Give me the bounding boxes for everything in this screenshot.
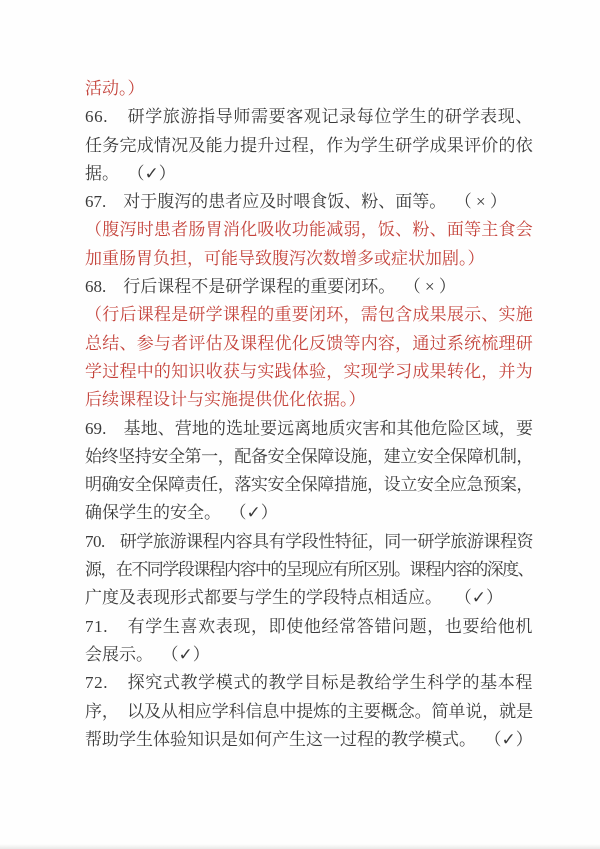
text-line: 广度及表现形式都要与学生的学段特点相适应。 （✓） <box>85 588 503 608</box>
text-line: 活动。） <box>85 79 145 98</box>
question-66 <box>85 103 533 188</box>
text-line: 始终坚持安全第一，配备安全保障设施，建立安全保障机制， <box>85 446 533 466</box>
text-line: 学过程中的知识收获与实践体验，实现学习成果转化，并为 <box>85 361 533 381</box>
explanation-68-red <box>85 301 533 414</box>
text-line: 任务完成情况及能力提升过程，作为学生研学成果评价的依 <box>85 135 533 155</box>
question-68 <box>85 273 533 301</box>
text-line: 会展示。 （✓） <box>85 644 210 664</box>
text-line: 总结、参与者评估及课程优化反馈等内容，通过系统梳理研 <box>85 333 533 353</box>
text-line: 71. 有学生喜欢表现，即使他经常答错问题，也要给他机 <box>85 616 533 636</box>
text-line: 帮助学生体验知识是如何产生这一过程的教学模式。 （✓） <box>85 729 533 749</box>
text-line: 加重肠胃负担，可能导致腹泻次数增多或症状加剧。） <box>85 248 485 268</box>
question-71 <box>85 613 533 670</box>
text-line: 66. 研学旅游指导师需要客观记录每位学生的研学表现、 <box>85 107 533 127</box>
text-line: 明确安全保障责任，落实安全保障措施，设立安全应急预案， <box>85 475 533 495</box>
text-line: 源，在不同学段课程内容中的呈现应有所区别。课程内容的深度、 <box>85 560 533 580</box>
text-line: 68. 行后课程不是研学课程的重要闭环。 （ × ） <box>85 277 456 297</box>
text-line: 69. 基地、营地的选址要远离地质灾害和其他危险区域，要 <box>85 418 533 438</box>
explanation-tail-red <box>85 75 533 103</box>
question-70 <box>85 528 533 613</box>
scan-shadow-edge <box>0 844 600 849</box>
question-72 <box>85 669 533 754</box>
text-line: 序， 以及从相应学科信息中提炼的主要概念。简单说，就是 <box>85 701 533 721</box>
text-line: 据。 （✓） <box>85 163 176 183</box>
exam-answer-page <box>85 75 533 754</box>
question-69 <box>85 415 533 528</box>
text-line: 确保学生的安全。 （✓） <box>85 503 278 523</box>
text-line: 70. 研学旅游课程内容具有学段性特征，同一研学旅游课程资 <box>85 531 533 551</box>
text-line: 72. 探究式教学模式的教学目标是教给学生科学的基本程 <box>85 673 533 693</box>
text-line: （行后课程是研学课程的重要闭环，需包含成果展示、实施 <box>85 305 533 325</box>
text-line: 后续课程设计与实施提供优化依据。） <box>85 390 366 410</box>
question-67 <box>85 188 533 216</box>
explanation-67-red <box>85 216 533 273</box>
text-line: 67. 对于腹泻的患者应及时喂食饭、粉、面等。 （ × ） <box>85 192 507 212</box>
text-line: （腹泻时患者肠胃消化吸收功能减弱，饭、粉、面等主食会 <box>85 220 533 240</box>
